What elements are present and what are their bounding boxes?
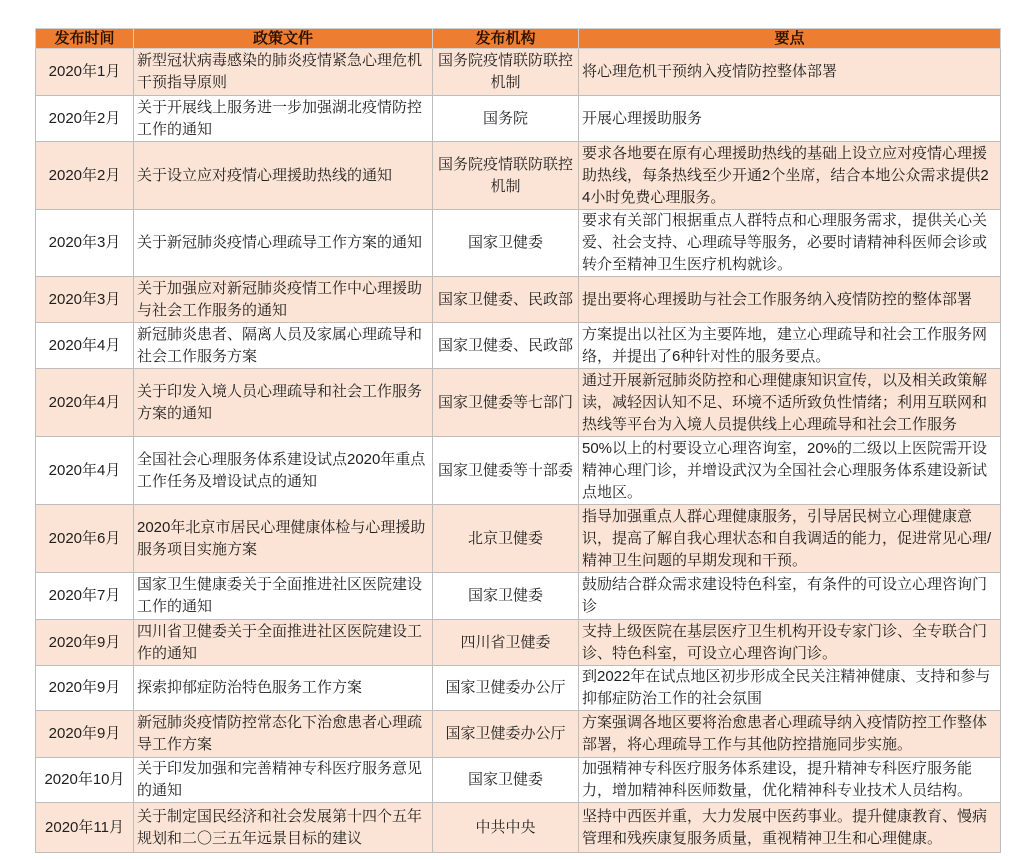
cell-date: 2020年6月 <box>36 505 134 573</box>
table-row <box>36 210 1001 277</box>
cell-date: 2020年9月 <box>36 620 134 666</box>
cell-issuer: 国务院疫情联防联控机制 <box>433 49 579 96</box>
cell-key-points: 支持上级医院在基层医疗卫生机构开设专家门诊、全专联合门诊、特色科室，可设立心理咨询门诊。 <box>579 620 1001 666</box>
cell-document: 新冠肺炎患者、隔离人员及家属心理疏导和社会工作服务方案 <box>134 323 433 369</box>
header-issuer: 发布机构 <box>433 29 579 49</box>
table-row <box>36 758 1001 803</box>
policy-table <box>35 28 1001 853</box>
cell-document: 关于开展线上服务进一步加强湖北疫情防控工作的通知 <box>134 96 433 142</box>
cell-date: 2020年9月 <box>36 711 134 758</box>
cell-issuer: 国家卫健委等十部委 <box>433 437 579 505</box>
cell-issuer: 中共中央 <box>433 803 579 853</box>
cell-document: 关于制定国民经济和社会发展第十四个五年规划和二〇三五年远景目标的建议 <box>134 803 433 853</box>
cell-key-points: 坚持中西医并重，大力发展中医药事业。提升健康教育、慢病管理和残疾康复服务质量，重视精神卫生和心理健康。 <box>579 803 1001 853</box>
cell-issuer: 国家卫健委 <box>433 573 579 620</box>
cell-issuer: 国家卫健委办公厅 <box>433 711 579 758</box>
cell-key-points: 将心理危机干预纳入疫情防控整体部署 <box>579 49 1001 96</box>
table-row <box>36 369 1001 437</box>
table-row <box>36 573 1001 620</box>
cell-key-points: 提出要将心理援助与社会工作服务纳入疫情防控的整体部署 <box>579 277 1001 323</box>
cell-document: 关于印发加强和完善精神专科医疗服务意见的通知 <box>134 758 433 803</box>
table-row <box>36 323 1001 369</box>
cell-key-points: 通过开展新冠肺炎防控和心理健康知识宣传，以及相关政策解读，减轻因认知不足、环境不适所致负性情绪；利用互联网和热线等平台为入境人员提供线上心理疏导和社会工作服务 <box>579 369 1001 437</box>
table-row <box>36 620 1001 666</box>
table-row <box>36 803 1001 853</box>
cell-key-points: 50%以上的村要设立心理咨询室，20%的二级以上医院需开设精神心理门诊，并增设武汉为全国社会心理服务体系建设新试点地区。 <box>579 437 1001 505</box>
cell-key-points: 到2022年在试点地区初步形成全民关注精神健康、支持和参与抑郁症防治工作的社会氛围 <box>579 666 1001 711</box>
table-row <box>36 277 1001 323</box>
cell-document: 全国社会心理服务体系建设试点2020年重点工作任务及增设试点的通知 <box>134 437 433 505</box>
table-header-row <box>36 29 1001 49</box>
table-row <box>36 96 1001 142</box>
cell-issuer: 四川省卫健委 <box>433 620 579 666</box>
cell-document: 新冠肺炎疫情防控常态化下治愈患者心理疏导工作方案 <box>134 711 433 758</box>
cell-date: 2020年2月 <box>36 142 134 210</box>
cell-document: 关于新冠肺炎疫情心理疏导工作方案的通知 <box>134 210 433 277</box>
cell-document: 探索抑郁症防治特色服务工作方案 <box>134 666 433 711</box>
cell-key-points: 开展心理援助服务 <box>579 96 1001 142</box>
cell-document: 关于印发入境人员心理疏导和社会工作服务方案的通知 <box>134 369 433 437</box>
cell-date: 2020年1月 <box>36 49 134 96</box>
cell-date: 2020年7月 <box>36 573 134 620</box>
cell-date: 2020年11月 <box>36 803 134 853</box>
cell-date: 2020年10月 <box>36 758 134 803</box>
cell-date: 2020年4月 <box>36 437 134 505</box>
table-row <box>36 49 1001 96</box>
cell-date: 2020年3月 <box>36 210 134 277</box>
table-row <box>36 505 1001 573</box>
cell-key-points: 方案强调各地区要将治愈患者心理疏导纳入疫情防控工作整体部署，将心理疏导工作与其他防控措施同步实施。 <box>579 711 1001 758</box>
table-row <box>36 437 1001 505</box>
cell-issuer: 国家卫健委等七部门 <box>433 369 579 437</box>
cell-issuer: 国家卫健委办公厅 <box>433 666 579 711</box>
cell-key-points: 鼓励结合群众需求建设特色科室，有条件的可设立心理咨询门诊 <box>579 573 1001 620</box>
cell-key-points: 要求各地要在原有心理援助热线的基础上设立应对疫情心理援助热线，每条热线至少开通2个坐席，结合本地公众需求提供24小时免费心理服务。 <box>579 142 1001 210</box>
cell-document: 2020年北京市居民心理健康体检与心理援助服务项目实施方案 <box>134 505 433 573</box>
cell-issuer: 国家卫健委 <box>433 210 579 277</box>
cell-issuer: 北京卫健委 <box>433 505 579 573</box>
cell-issuer: 国家卫健委、民政部 <box>433 277 579 323</box>
cell-key-points: 指导加强重点人群心理健康服务，引导居民树立心理健康意识，提高了解自我心理状态和自我调适的能力，促进常见心理/精神卫生问题的早期发现和干预。 <box>579 505 1001 573</box>
table-body <box>36 49 1001 853</box>
cell-key-points: 方案提出以社区为主要阵地，建立心理疏导和社会工作服务网络，并提出了6种针对性的服务要点。 <box>579 323 1001 369</box>
cell-key-points: 加强精神专科医疗服务体系建设，提升精神专科医疗服务能力，增加精神科医师数量，优化精神科专业技术人员结构。 <box>579 758 1001 803</box>
cell-date: 2020年9月 <box>36 666 134 711</box>
cell-date: 2020年3月 <box>36 277 134 323</box>
table-row <box>36 711 1001 758</box>
cell-document: 新型冠状病毒感染的肺炎疫情紧急心理危机干预指导原则 <box>134 49 433 96</box>
header-date: 发布时间 <box>36 29 134 49</box>
cell-date: 2020年4月 <box>36 323 134 369</box>
cell-issuer: 国家卫健委、民政部 <box>433 323 579 369</box>
cell-issuer: 国务院疫情联防联控机制 <box>433 142 579 210</box>
cell-issuer: 国家卫健委 <box>433 758 579 803</box>
cell-issuer: 国务院 <box>433 96 579 142</box>
table-row <box>36 142 1001 210</box>
cell-date: 2020年2月 <box>36 96 134 142</box>
cell-key-points: 要求有关部门根据重点人群特点和心理服务需求，提供关心关爱、社会支持、心理疏导等服务，必要时请精神科医师会诊或转介至精神卫生医疗机构就诊。 <box>579 210 1001 277</box>
table-row <box>36 666 1001 711</box>
cell-document: 关于设立应对疫情心理援助热线的通知 <box>134 142 433 210</box>
header-key-points: 要点 <box>579 29 1001 49</box>
cell-document: 四川省卫健委关于全面推进社区医院建设工作的通知 <box>134 620 433 666</box>
cell-document: 关于加强应对新冠肺炎疫情工作中心理援助与社会工作服务的通知 <box>134 277 433 323</box>
header-document: 政策文件 <box>134 29 433 49</box>
cell-date: 2020年4月 <box>36 369 134 437</box>
cell-document: 国家卫生健康委关于全面推进社区医院建设工作的通知 <box>134 573 433 620</box>
